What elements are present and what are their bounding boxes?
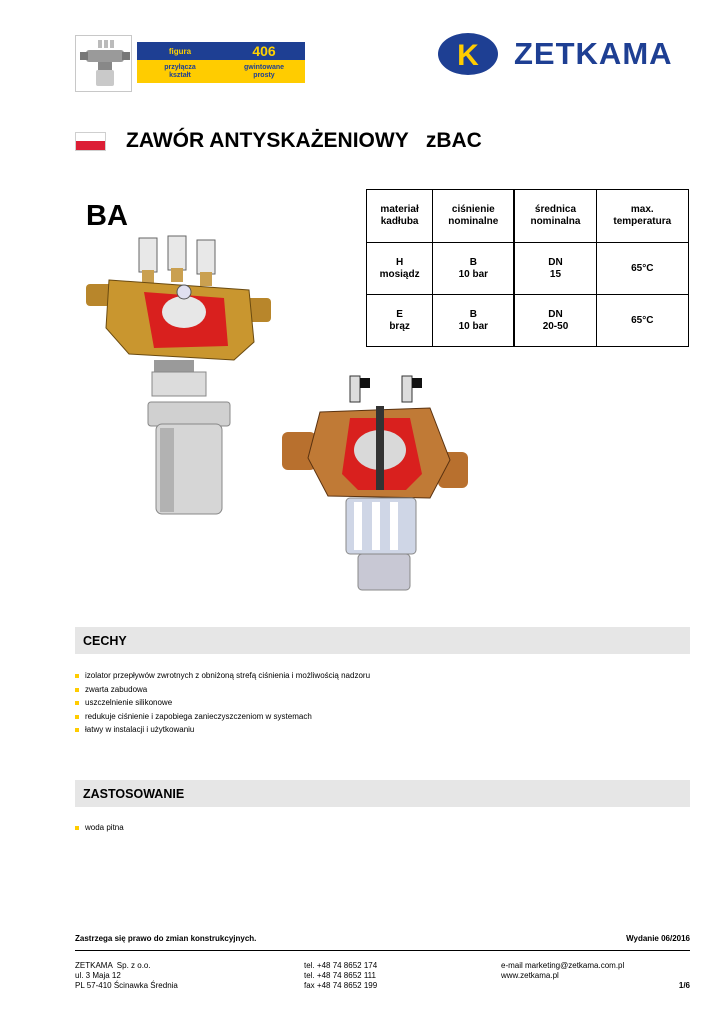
figure-info-box xyxy=(137,42,305,83)
connections-value: gwintowane prosty xyxy=(243,63,285,79)
bullet-icon xyxy=(75,826,79,830)
footer-divider xyxy=(75,950,690,951)
website-link[interactable]: www.zetkama.pl xyxy=(501,971,559,980)
features-list xyxy=(75,669,370,737)
table-cell: DN 20-50 xyxy=(514,295,596,347)
table-cell: 65°C xyxy=(596,243,688,295)
valve-cutaway-image-1 xyxy=(84,232,274,524)
application-heading: ZASTOSOWANIE xyxy=(83,787,185,801)
list-item: łatwy w instalacji i użytkowaniu xyxy=(75,723,370,737)
footer-contact xyxy=(501,961,624,981)
bullet-icon xyxy=(75,688,79,692)
table-cell: DN 15 xyxy=(514,243,596,295)
list-item: woda pitna xyxy=(75,821,124,835)
bullet-icon xyxy=(75,715,79,719)
header-cell: materiał kadłuba xyxy=(367,190,433,243)
page-title: ZAWÓR ANTYSKAŻENIOWY zBAC xyxy=(126,129,482,152)
table-row xyxy=(367,295,689,347)
svg-text:K: K xyxy=(457,39,479,72)
connections-label: przyłącza kształt xyxy=(164,63,196,79)
figure-number: 406 xyxy=(252,43,276,59)
zetkama-logo-icon xyxy=(438,33,498,75)
table-header-row xyxy=(367,190,689,243)
header-cell: średnica nominalna xyxy=(514,190,596,243)
product-thumbnail xyxy=(75,35,132,92)
list-item: zwarta zabudowa xyxy=(75,683,370,697)
figure-label: figura xyxy=(168,46,192,56)
bullet-icon xyxy=(75,674,79,678)
table-cell: H mosiądz xyxy=(367,243,433,295)
page-number: 1/6 xyxy=(678,981,690,990)
application-list xyxy=(75,821,124,835)
list-item: izolator przepływów zwrotnych z obniżoną strefą ciśnienia i możliwością nadzoru xyxy=(75,669,370,683)
list-item: uszczelnienie silikonowe xyxy=(75,696,370,710)
footer-note: Zastrzega się prawo do zmian konstrukcyjnych. xyxy=(75,934,257,943)
application-section-bar xyxy=(75,780,690,807)
table-cell: B 10 bar xyxy=(433,295,515,347)
table-cell: E brąz xyxy=(367,295,433,347)
features-heading: CECHY xyxy=(83,634,127,648)
features-section-bar xyxy=(75,627,690,654)
email-link[interactable]: e-mail marketing@zetkama.com.pl xyxy=(501,961,625,970)
table-row xyxy=(367,243,689,295)
edition-date: Wydanie 06/2016 xyxy=(626,934,690,943)
valve-cutaway-image-2 xyxy=(280,370,472,596)
bullet-icon xyxy=(75,728,79,732)
polish-flag-icon xyxy=(75,132,106,151)
footer-phones: tel. +48 74 8652 174 tel. +48 74 8652 111 fax +48 74 8652 199 xyxy=(304,961,378,990)
list-item: redukuje ciśnienie i zapobiega zanieczyszczeniom w systemach xyxy=(75,710,370,724)
table-cell: B 10 bar xyxy=(433,243,515,295)
model-code: BA xyxy=(86,200,128,232)
spec-table xyxy=(366,189,689,347)
bullet-icon xyxy=(75,701,79,705)
footer-address: ZETKAMA Sp. z o.o. ul. 3 Maja 12 PL 57-410 Ścinawka Średnia xyxy=(75,961,178,990)
header-cell: ciśnienie nominalne xyxy=(433,190,515,243)
table-cell: 65°C xyxy=(596,295,688,347)
header-cell: max. temperatura xyxy=(596,190,688,243)
brand-name: ZETKAMA xyxy=(514,36,673,71)
